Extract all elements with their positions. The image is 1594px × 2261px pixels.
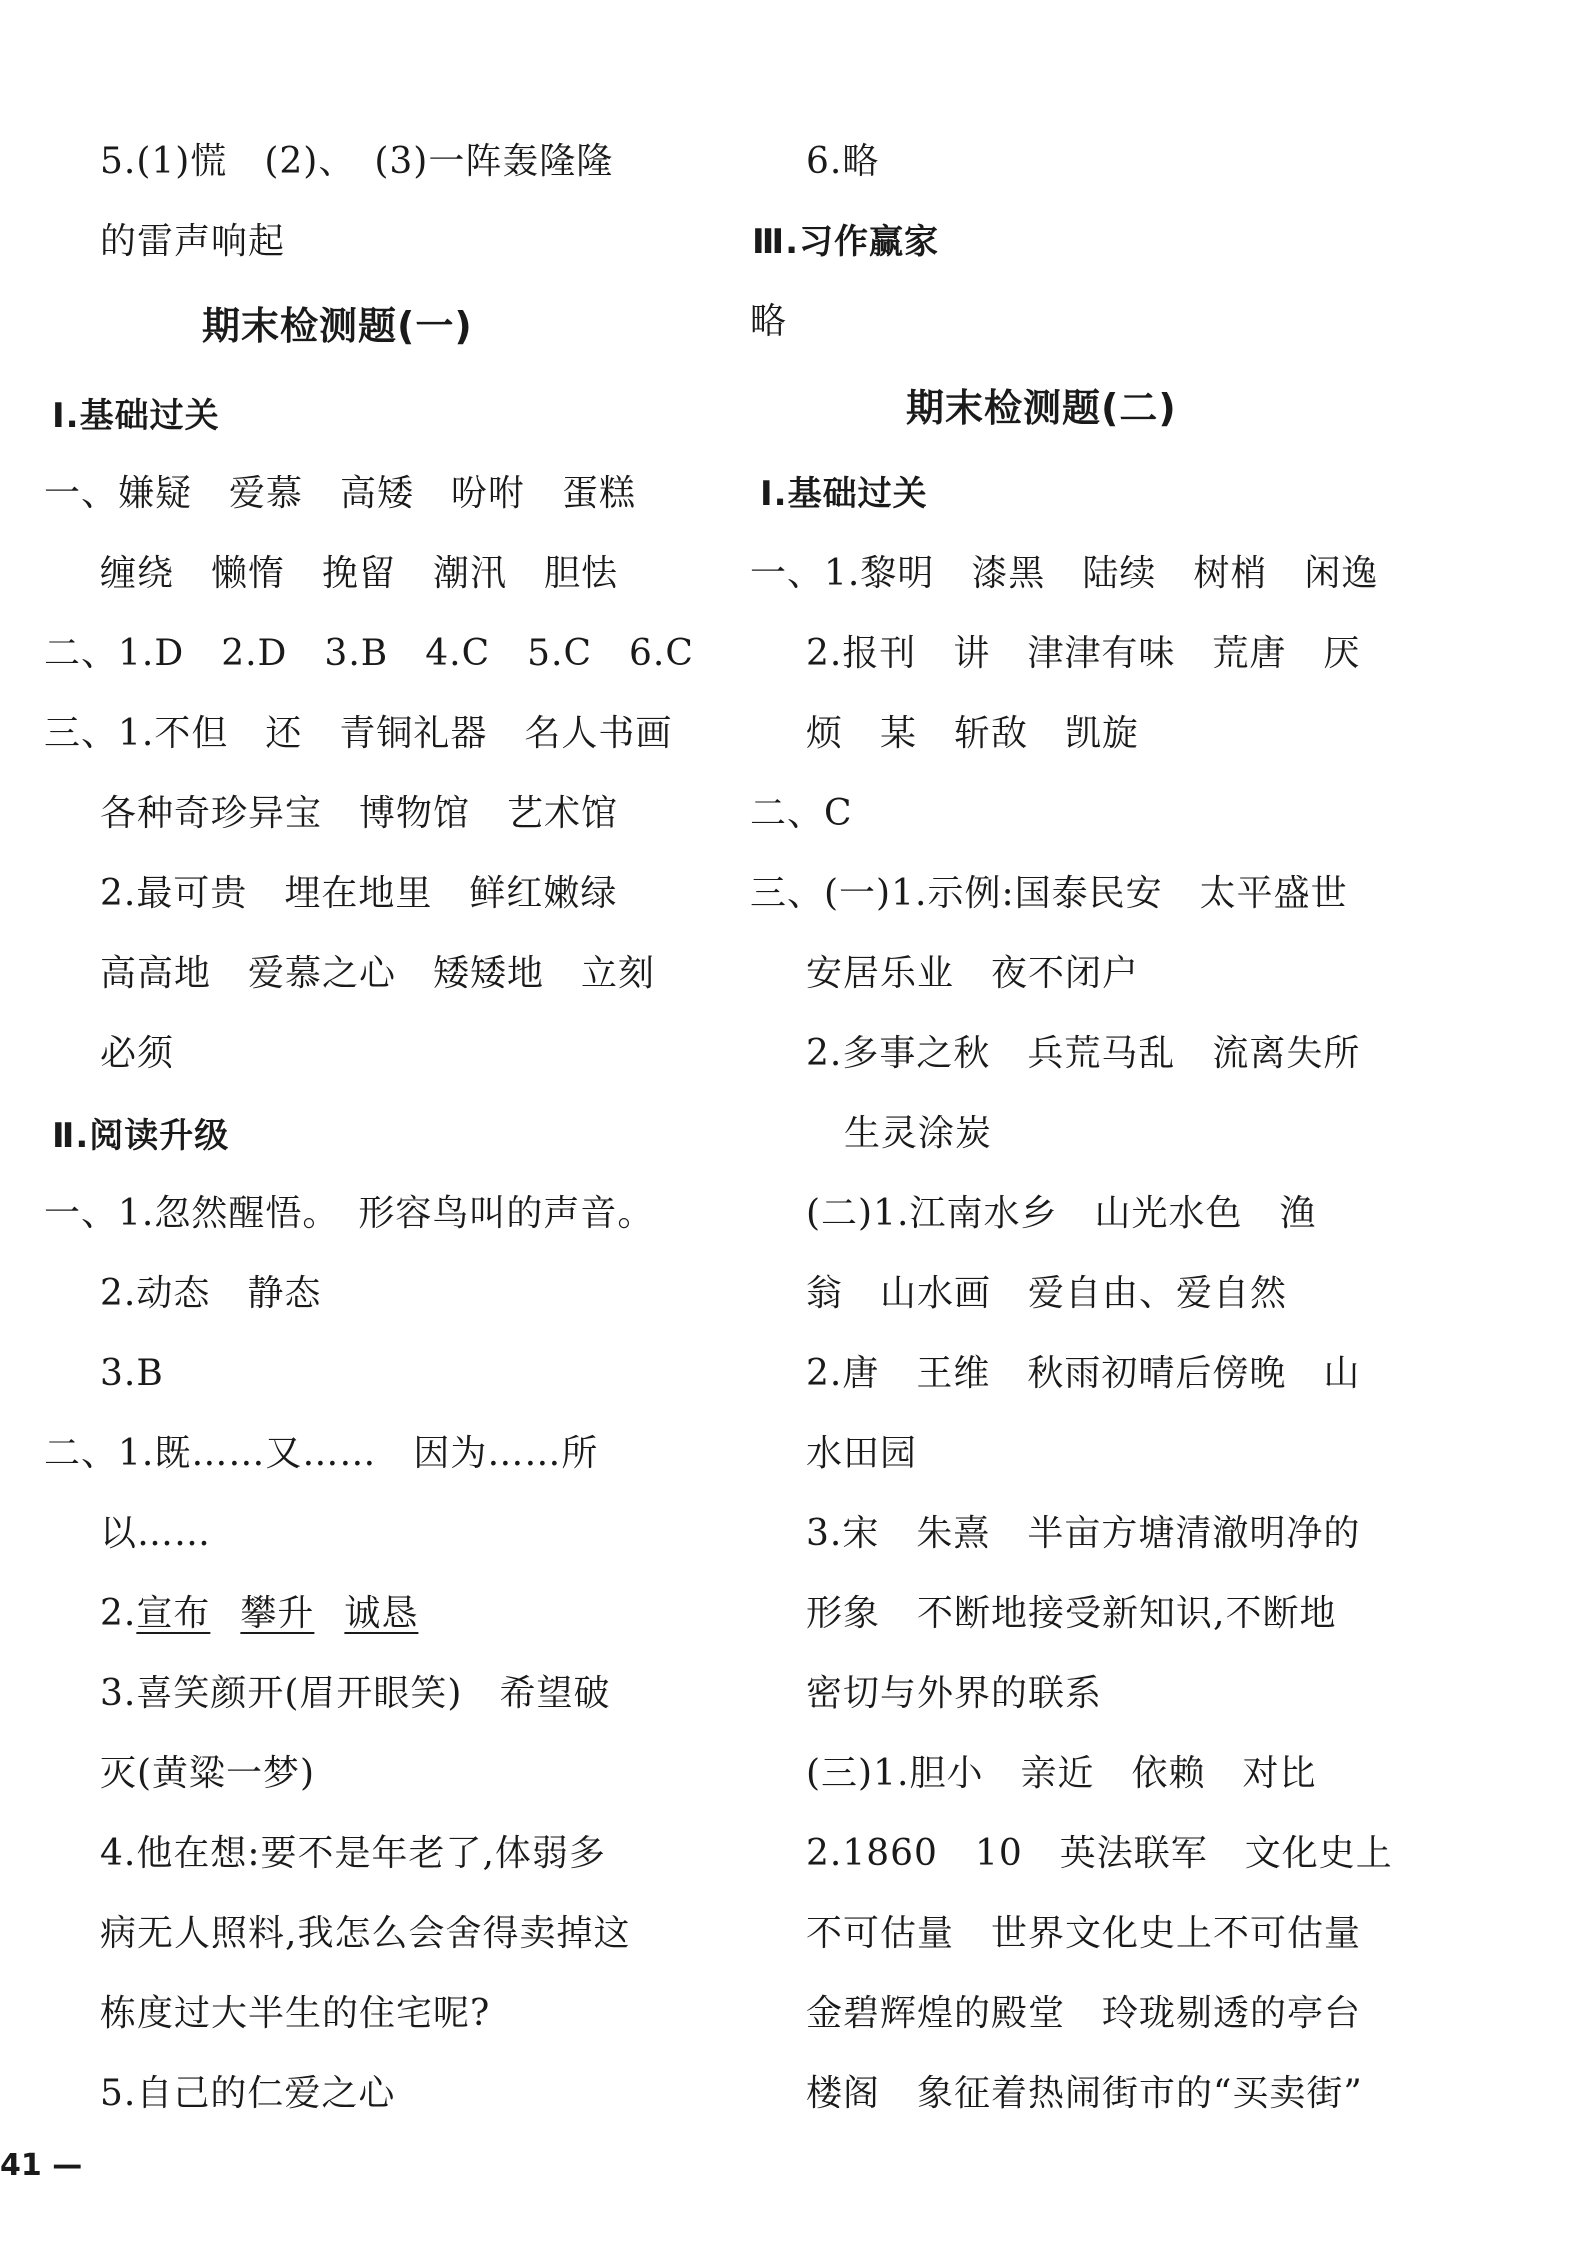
text-line: 2.1860 10 英法联军 文化史上 — [806, 1833, 1393, 1874]
text-line: 水田园 — [806, 1433, 918, 1474]
text-line: 安居乐业 夜不闭户 — [806, 953, 1140, 994]
text-line: 一、1.忽然醒悟。 形容鸟叫的声音。 — [44, 1193, 655, 1234]
section-heading: Ⅰ.基础过关 — [760, 474, 928, 514]
section-title: 期末检测题(一) — [202, 304, 473, 348]
text-line: 金碧辉煌的殿堂 玲珑剔透的亭台 — [806, 1993, 1362, 2034]
text-line: 不可估量 世界文化史上不可估量 — [806, 1913, 1362, 1954]
text-line: 二、1.既……又…… 因为……所 — [44, 1433, 599, 1474]
text-line: 栋度过大半生的住宅呢? — [100, 1993, 491, 2034]
text-line: 三、(一)1.示例:国泰民安 太平盛世 — [750, 873, 1348, 914]
underlined-word: 攀升 — [240, 1593, 315, 1634]
text-line: 高高地 爱慕之心 矮矮地 立刻 — [100, 953, 656, 994]
text-line: 生灵涂炭 — [844, 1113, 993, 1154]
text-line: 3.B — [100, 1353, 164, 1394]
text-line: 形象 不断地接受新知识,不断地 — [806, 1593, 1337, 1634]
text-line: 2.最可贵 埋在地里 鲜红嫩绿 — [100, 873, 618, 914]
section-heading: Ⅲ.习作赢家 — [752, 222, 940, 262]
text-line: 6.略 — [806, 141, 880, 182]
text-line: 必须 — [100, 1033, 175, 1074]
text-line: 二、C — [750, 793, 853, 834]
text-line: 5.(1)慌 (2)、 (3)一阵轰隆隆 — [100, 141, 614, 182]
text-line: 灭(黄粱一梦) — [100, 1753, 316, 1794]
text-line: 2.动态 静态 — [100, 1273, 322, 1314]
text-line: 3.宋 朱熹 半亩方塘清澈明净的 — [806, 1513, 1361, 1554]
text-line: 2.多事之秋 兵荒马乱 流离失所 — [806, 1033, 1361, 1074]
text-line: 病无人照料,我怎么会舍得卖掉这 — [100, 1913, 631, 1954]
text-line: 缠绕 懒惰 挽留 潮汛 胆怯 — [100, 553, 619, 594]
underlined-word: 诚恳 — [344, 1593, 419, 1634]
underlined-word: 宣布 — [136, 1593, 211, 1634]
text-line: 翁 山水画 爱自由、爱自然 — [806, 1273, 1288, 1314]
text-line: 的雷声响起 — [100, 221, 286, 262]
text-line: 楼阁 象征着热闹街市的“买卖街” — [806, 2073, 1363, 2114]
text-line: 密切与外界的联系 — [806, 1673, 1103, 1714]
text-line: 以…… — [100, 1513, 212, 1554]
text-line-underlined — [100, 1588, 418, 1640]
page-number: 41 — — [0, 2148, 83, 2183]
text-line: 二、1.D 2.D 3.B 4.C 5.C 6.C — [44, 633, 694, 674]
text-line: 一、嫌疑 爱慕 高矮 吩咐 蛋糕 — [44, 473, 637, 514]
text-line: 三、1.不但 还 青铜礼器 名人书画 — [44, 713, 673, 754]
text-line: 烦 某 斩敌 凯旋 — [806, 713, 1140, 754]
text-line: 3.喜笑颜开(眉开眼笑) 希望破 — [100, 1673, 611, 1714]
text-line: 5.自己的仁爱之心 — [100, 2073, 396, 2114]
text-line: 一、1.黎明 漆黑 陆续 树梢 闲逸 — [750, 553, 1379, 594]
text-line: 各种奇珍异宝 博物馆 艺术馆 — [100, 793, 619, 834]
text-line: (二)1.江南水乡 山光水色 渔 — [806, 1193, 1317, 1234]
text-line: 2.唐 王维 秋雨初晴后傍晚 山 — [806, 1353, 1361, 1394]
text-line: 2.报刊 讲 津津有味 荒唐 厌 — [806, 633, 1361, 674]
section-heading: Ⅰ.基础过关 — [52, 396, 220, 436]
text-line: 4.他在想:要不是年老了,体弱多 — [100, 1833, 606, 1874]
item-number: 2. — [100, 1593, 137, 1634]
text-line: (三)1.胆小 亲近 依赖 对比 — [806, 1753, 1317, 1794]
text-line: 略 — [750, 301, 788, 342]
section-title: 期末检测题(二) — [906, 386, 1177, 430]
section-heading: Ⅱ.阅读升级 — [52, 1116, 230, 1156]
